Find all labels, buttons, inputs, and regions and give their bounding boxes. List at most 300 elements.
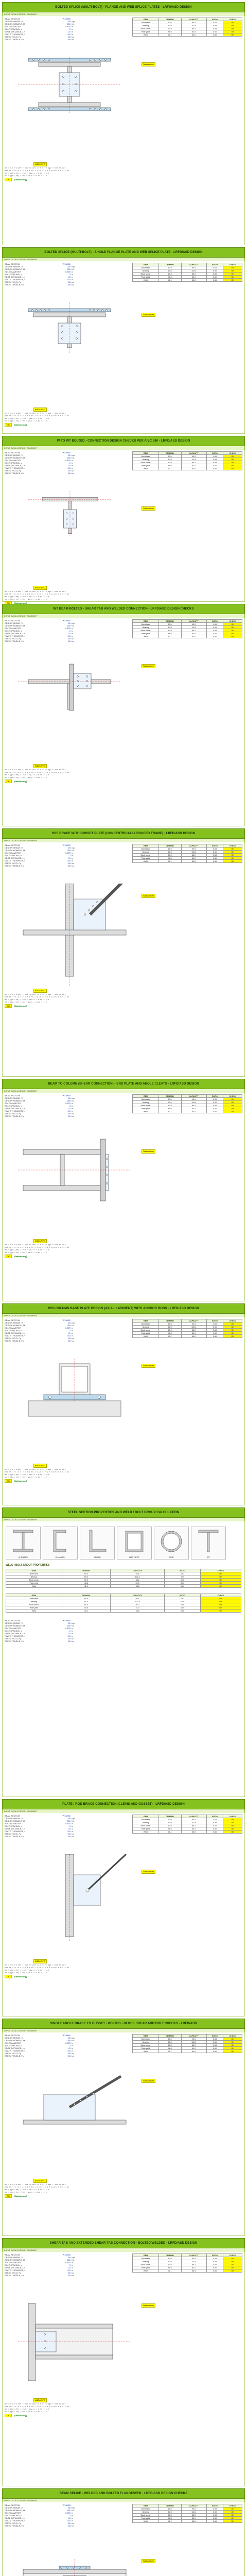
table-cell: Block shear (133, 629, 159, 632)
input-label: STEEL YIELD, Fy (5, 862, 21, 865)
check-result (5, 1255, 242, 1258)
input-value[interactable]: 0.875 (65, 1822, 70, 1825)
input-value[interactable]: W18X50 (62, 263, 70, 265)
input-unit: in (72, 1110, 74, 1112)
input-value[interactable]: 60 (68, 1097, 70, 1099)
table-cell: Bolt shear (6, 1597, 62, 1600)
input-row (5, 1340, 128, 1342)
input-value[interactable]: 0.5 (67, 635, 70, 637)
formula-line: phi Rn = 0.75 x 2.4 d t Fu = 0.75 x 2.4 x 0.875 x 0.5 x 65 (5, 2187, 69, 2189)
formula-line: phi Rn = 0.75 x 2.4 d t Fu = 0.75 x 2.4 x 0.875 x 0.5 x 65 (5, 594, 69, 596)
check-label: [Satisfactory] (13, 2414, 27, 2417)
formula-block (5, 2403, 242, 2417)
table-header-cell: CHECK (223, 2254, 242, 2257)
table-cell: Plate yield (133, 2047, 159, 2050)
input-label: DESIGN SHEAR, V (5, 265, 23, 268)
input-value[interactable]: 50 (68, 469, 70, 472)
input-value[interactable]: 65 (68, 2524, 70, 2527)
input-label: BOLT DIAMETER (5, 270, 21, 273)
table-cell: OK (223, 851, 242, 854)
formula-line: Mu / (phi Mn) = 250 / 312.4 = 0.80 < 1.0 (5, 596, 49, 598)
input-unit: in (72, 1830, 74, 1833)
satisfactory-tag: Satisfactory (142, 313, 155, 317)
section-header (2, 828, 245, 839)
input-value[interactable]: 0.5 (67, 33, 70, 36)
input-value[interactable]: 1.5 (67, 857, 70, 859)
input-value[interactable]: 250 (67, 849, 70, 852)
input-value[interactable]: 65 (68, 1640, 70, 1642)
table-cell: 60.0 (158, 2511, 181, 2514)
input-label: BOLT SPACING, s (5, 854, 22, 857)
input-value[interactable]: 65 (68, 283, 70, 286)
input-value[interactable]: 50 (68, 1337, 70, 1340)
input-unit: in (72, 1632, 74, 1635)
input-value[interactable]: 3 (69, 1630, 70, 1632)
input-value[interactable]: 3 (69, 28, 70, 30)
table-header-cell: DEMAND (158, 1815, 181, 1818)
section-header (2, 436, 245, 446)
check-label: [Satisfactory] (13, 1479, 27, 1482)
method-tag: ASD/LRFD (33, 989, 47, 993)
table-cell: Plate yield (133, 632, 159, 635)
check-result (5, 2414, 242, 2417)
input-value[interactable]: 0.5 (67, 1110, 70, 1112)
input-value[interactable]: 60 (68, 1817, 70, 1820)
table-cell: 88.2 (110, 1579, 165, 1582)
input-value[interactable]: 1.5 (67, 1107, 70, 1110)
table-cell: OK (223, 2514, 242, 2517)
table-cell: OK (201, 1600, 241, 1603)
input-value[interactable]: 3 (69, 2514, 70, 2517)
input-unit: ft-k (72, 456, 75, 459)
section-thumb (117, 1527, 152, 1560)
input-label: BOLT DIAMETER (5, 2042, 21, 2044)
input-value[interactable]: 50 (68, 1637, 70, 1640)
table-cell: 0.60 (206, 1107, 223, 1110)
input-unit: kips (72, 1097, 76, 1099)
input-value[interactable]: 3 (69, 2264, 70, 2266)
input-label: DESIGN MOMENT, M (5, 1099, 25, 1102)
input-value[interactable]: 250 (67, 23, 70, 25)
input-row (5, 1835, 128, 1838)
input-column (5, 619, 128, 642)
input-value[interactable]: 250 (67, 1099, 70, 1102)
table-cell: OK (223, 1821, 242, 1824)
connection-drawing (18, 302, 131, 405)
input-value[interactable]: 250 (67, 2509, 70, 2512)
input-value[interactable]: 3 (69, 1105, 70, 1107)
section-title: BEAM TO COLUMN (SHEAR CONNECTION) - END PLATE AND ANGLE CLEATS - LRFD/ASD DESIGN (48, 1082, 199, 1086)
section-title: BEAM SPLICE - WELDED AND BOLTED FLANGE/WEB - LRFD/ASD DESIGN CHECKS (59, 2492, 188, 2495)
formula-line: Mu / (phi Mn) = 250 / 312.4 = 0.80 < 1.0 (5, 1474, 49, 1476)
design-check-table (132, 18, 242, 37)
table-header-cell: CAPACITY (181, 1319, 206, 1323)
input-label: STEEL TENSILE, Fu (5, 2274, 24, 2277)
input-value[interactable]: 1.5 (67, 632, 70, 635)
table-cell: 60.0 (158, 1101, 181, 1104)
input-label: STEEL YIELD, Fy (5, 1637, 21, 1640)
design-check-table (132, 2034, 242, 2053)
section-thumb (6, 1527, 41, 1560)
table-cell: 0.68 (206, 1104, 223, 1107)
input-value[interactable]: 1.5 (67, 464, 70, 467)
input-unit: in (72, 1105, 74, 1107)
input-label: DESIGN MOMENT, M (5, 1624, 25, 1627)
input-value[interactable]: 60 (68, 1622, 70, 1624)
input-value[interactable]: 250 (67, 2039, 70, 2042)
formula-line: Rn = 0.6 Fu Anv + Ubs Fu Ant <= 0.6 Fy Agv + Ubs Fu Ant (5, 2184, 66, 2186)
input-label: BOLT SPACING, s (5, 28, 22, 30)
section-subtitle: INPUT DATA & DESIGN SUMMARY (2, 258, 245, 261)
formula-block (5, 769, 242, 783)
input-value[interactable]: 3 (69, 854, 70, 857)
input-label: EDGE DISTANCE, Le (5, 2266, 25, 2269)
input-label: STEEL YIELD, Fy (5, 2272, 21, 2274)
input-value[interactable]: W18X50 (62, 1319, 70, 1321)
input-value[interactable]: 65 (68, 1340, 70, 1342)
check-table-column (132, 2504, 242, 2523)
input-unit: ksi (72, 38, 74, 41)
input-unit: ksi (72, 640, 74, 642)
table-cell: 88.2 (181, 461, 206, 464)
input-label: DESIGN SHEAR, V (5, 454, 23, 456)
table-cell: OK (223, 1101, 242, 1104)
table-cell: 48.6 (158, 2266, 181, 2269)
input-value[interactable]: 3 (69, 630, 70, 632)
input-value[interactable]: 0.5 (67, 2049, 70, 2052)
table-cell: Block shear (133, 27, 159, 30)
table-cell: 81.0 (181, 2517, 206, 2520)
check-result (5, 423, 242, 426)
section-header (2, 2488, 245, 2499)
input-value[interactable]: 0.875 (65, 2512, 70, 2514)
table-cell: Bolt shear (133, 623, 159, 626)
table-cell: 60.0 (158, 2263, 181, 2266)
wt-beam-drawing-lines (18, 664, 121, 710)
input-value[interactable]: 60 (68, 622, 70, 624)
table-cell: 0.68 (206, 273, 223, 276)
input-value[interactable]: 0.875 (65, 1627, 70, 1630)
check-result (5, 2194, 242, 2197)
input-value[interactable]: 60 (68, 20, 70, 23)
table-cell: Plate yield (133, 1332, 159, 1335)
table-cell: 0.68 (206, 2044, 223, 2047)
input-unit: ksi (72, 862, 74, 865)
input-value[interactable]: 3 (69, 1329, 70, 1332)
table-cell: OK (201, 1575, 241, 1579)
table-cell: 60.0 (158, 455, 181, 458)
calc-sheet (2, 1317, 245, 1505)
input-value[interactable]: 1.5 (67, 1332, 70, 1334)
table-cell: 42.1 (158, 1335, 181, 1338)
formula-block (5, 2184, 242, 2197)
input-value[interactable]: 0.5 (67, 1635, 70, 1637)
table-cell: Weld (6, 1585, 62, 1588)
table-cell: 102.4 (110, 1600, 165, 1603)
input-unit: in (72, 1102, 74, 1105)
table-cell: 94.5 (181, 2257, 206, 2260)
table-cell: 60.0 (158, 1329, 181, 1332)
input-label: BEAM SECTION (5, 1815, 21, 1817)
input-value[interactable]: 250 (67, 624, 70, 627)
input-value[interactable]: 60 (68, 265, 70, 268)
input-value[interactable]: 65 (68, 2274, 70, 2277)
section-subtitle: INPUT DATA & DESIGN SUMMARY (2, 2499, 245, 2502)
table-cell: Bearing (133, 2511, 159, 2514)
input-value[interactable]: 250 (67, 268, 70, 270)
input-unit: kips (72, 1321, 76, 1324)
table-cell: Block shear (133, 273, 159, 276)
check-label: [Satisfactory] (13, 423, 27, 426)
input-value[interactable]: 50 (68, 862, 70, 865)
input-value[interactable]: 60 (68, 2256, 70, 2259)
input-unit: in (72, 25, 74, 28)
input-value[interactable]: 50 (68, 1833, 70, 1835)
check-label: [Satisfactory] (13, 1975, 27, 1978)
table-cell: 0.66 (206, 279, 223, 282)
table-cell: 42.1 (158, 635, 181, 638)
table-cell: Bolt shear (133, 2507, 159, 2511)
section-title: SINGLE ANGLE BRACE TO GUSSET - BOLTED - BLOCK SHEAR AND BOLT CHECKS - LRFD/ASD (50, 2022, 197, 2025)
table-cell: 42.1 (158, 860, 181, 863)
input-label: PLATE THICKNESS, t (5, 2049, 25, 2052)
input-value[interactable]: 65 (68, 865, 70, 867)
section-title: PLATE / ROD BRACE CONNECTION (CLEVIS AND GUSSET) - LRFD/ASD DESIGN (62, 1803, 185, 1806)
input-value[interactable]: W18X50 (62, 619, 70, 622)
table-cell: 81.0 (181, 276, 206, 279)
input-label: DESIGN MOMENT, M (5, 1820, 25, 1822)
ok-badge: OK (5, 779, 12, 783)
design-check-table (132, 619, 242, 638)
input-value[interactable]: 0.875 (65, 1327, 70, 1329)
table-cell: OK (223, 2517, 242, 2520)
input-value[interactable]: 1.5 (67, 30, 70, 33)
input-unit: in (72, 464, 74, 467)
table-cell: 63.6 (181, 33, 206, 37)
input-value[interactable]: 65 (68, 640, 70, 642)
table-cell: 0.68 (206, 629, 223, 632)
input-value[interactable]: 50 (68, 36, 70, 38)
table-cell: 60.0 (62, 1572, 110, 1575)
input-value[interactable]: W18X50 (62, 451, 70, 454)
table-cell: 42.1 (158, 2520, 181, 2523)
input-value[interactable]: 0.5 (67, 467, 70, 469)
table-cell: OK (223, 2260, 242, 2263)
section-subtitle: INPUT DATA & DESIGN SUMMARY (2, 1314, 245, 1317)
input-value[interactable]: 0.875 (65, 627, 70, 630)
input-value[interactable]: 50 (68, 2052, 70, 2055)
ok-badge: OK (5, 1975, 12, 1978)
input-value[interactable]: 50 (68, 637, 70, 640)
table-cell: 88.2 (181, 1104, 206, 1107)
input-unit: in (72, 1627, 74, 1630)
formula-line: Rn = 0.6 Fu Anv + Ubs Fu Ant <= 0.6 Fy Agv + Ubs Fu Ant (5, 591, 66, 593)
input-value[interactable]: 250 (67, 456, 70, 459)
section-subtitle: INPUT DATA & DESIGN SUMMARY (2, 1089, 245, 1093)
input-label: BOLT SPACING, s (5, 462, 22, 464)
table-cell: OK (223, 1104, 242, 1107)
input-label: EDGE DISTANCE, Le (5, 276, 25, 278)
input-value[interactable]: 1.5 (67, 2047, 70, 2049)
input-value[interactable]: W18X50 (62, 1815, 70, 1817)
input-value[interactable]: 0.875 (65, 459, 70, 462)
table-cell: Weld (133, 635, 159, 638)
design-check-table (132, 1815, 242, 1834)
input-unit: in (72, 462, 74, 464)
input-value[interactable]: W18X50 (62, 844, 70, 846)
input-value[interactable]: W18X50 (62, 1619, 70, 1622)
input-value[interactable]: 1.5 (67, 276, 70, 278)
input-value[interactable]: 0.875 (65, 25, 70, 28)
input-unit: ksi (72, 1835, 74, 1838)
input-value[interactable]: 0.875 (65, 2042, 70, 2044)
table-header-cell: CHECK (201, 1594, 241, 1597)
calc-sheet (2, 1813, 245, 2016)
table-cell: 0.59 (206, 1821, 223, 1824)
input-label: BEAM SECTION (5, 619, 21, 622)
method-tag: ASD/LRFD (33, 162, 47, 166)
input-value[interactable]: W18X50 (62, 1094, 70, 1097)
table-cell: OK (223, 2044, 242, 2047)
connection-drawing (18, 2544, 131, 2576)
input-label: BOLT SPACING, s (5, 1630, 22, 1632)
input-value[interactable]: 3 (69, 1825, 70, 1827)
input-value[interactable]: 65 (68, 1115, 70, 1117)
input-value[interactable]: 50 (68, 1112, 70, 1115)
input-unit: ksi (72, 283, 74, 286)
input-value[interactable]: 60 (68, 2037, 70, 2039)
table-cell: Weld (133, 1110, 159, 1113)
input-value[interactable]: 250 (67, 2259, 70, 2261)
calc-section-7 (2, 1303, 245, 1504)
table-cell: 60.0 (158, 623, 181, 626)
input-value[interactable]: 0.5 (67, 2519, 70, 2522)
input-value[interactable]: 0.5 (67, 278, 70, 281)
input-value[interactable]: W18X50 (62, 18, 70, 20)
input-label: STEEL TENSILE, Fu (5, 865, 24, 867)
input-unit: ksi (72, 472, 74, 474)
table-cell: 0.66 (206, 33, 223, 37)
input-value[interactable]: 0.875 (65, 270, 70, 273)
input-unit: in (72, 33, 74, 36)
input-value[interactable]: 65 (68, 1835, 70, 1838)
input-value[interactable]: 3 (69, 273, 70, 276)
calc-sheet (2, 618, 245, 826)
input-value[interactable]: 60 (68, 454, 70, 456)
input-value[interactable]: 60 (68, 2506, 70, 2509)
input-value[interactable]: 65 (68, 38, 70, 41)
input-label: STEEL TENSILE, Fu (5, 1640, 24, 1642)
input-value[interactable]: 50 (68, 2272, 70, 2274)
table-cell: 60.0 (158, 626, 181, 629)
table-row (133, 33, 242, 37)
input-value[interactable]: 0.5 (67, 1830, 70, 1833)
input-label: BEAM SECTION (5, 844, 21, 846)
input-value[interactable]: 50 (68, 2522, 70, 2524)
table-header-cell: CHECK (223, 1095, 242, 1098)
input-unit: in (72, 630, 74, 632)
table-header-cell: DEMAND (158, 2504, 181, 2507)
calc-section-4 (2, 601, 245, 825)
table-cell: Plate yield (6, 1582, 62, 1585)
check-table-column (132, 263, 242, 282)
input-value[interactable]: 0.875 (65, 852, 70, 854)
input-label: EDGE DISTANCE, Le (5, 30, 25, 33)
input-value[interactable]: 1.5 (67, 2517, 70, 2519)
check-label: [Satisfactory] (13, 1004, 27, 1007)
input-value[interactable]: 0.875 (65, 2261, 70, 2264)
input-value[interactable]: 250 (67, 1820, 70, 1822)
table-cell: 60.0 (158, 2257, 181, 2260)
table-header-cell: ITEM (133, 2254, 159, 2257)
input-value[interactable]: 65 (68, 472, 70, 474)
table-cell: 0.59 (206, 851, 223, 854)
input-row (5, 472, 128, 474)
input-value[interactable]: 0.5 (67, 859, 70, 862)
input-value[interactable]: 60 (68, 1321, 70, 1324)
table-cell: 81.0 (110, 1606, 165, 1609)
input-value[interactable]: 1.5 (67, 2266, 70, 2269)
ok-badge: OK (5, 1479, 12, 1483)
table-cell: 88.2 (181, 27, 206, 30)
table-cell: OK (223, 2266, 242, 2269)
input-label: BOLT SPACING, s (5, 1329, 22, 1332)
formula-line: phi Rn = 0.75 x 2.4 d t Fu = 0.75 x 2.4 x 0.875 x 0.5 x 65 (5, 772, 69, 774)
input-value[interactable]: 50 (68, 281, 70, 283)
group-title: WELD / BOLT GROUP PROPERTIES (6, 1564, 50, 1567)
input-value[interactable]: W18X50 (62, 2504, 70, 2506)
input-value[interactable]: 60 (68, 846, 70, 849)
table-cell: 102.4 (181, 1821, 206, 1824)
ok-badge: OK (5, 1004, 12, 1008)
input-value[interactable]: 0.5 (67, 1334, 70, 1337)
input-value[interactable]: 3 (69, 462, 70, 464)
input-value[interactable]: W18X50 (62, 2034, 70, 2037)
input-value[interactable]: 0.875 (65, 1102, 70, 1105)
input-value[interactable]: 65 (68, 2055, 70, 2057)
connection-drawing (18, 2293, 131, 2396)
input-value[interactable]: 0.5 (67, 2269, 70, 2272)
formula-block (5, 994, 242, 1007)
input-value[interactable]: W18X50 (62, 2253, 70, 2256)
table-cell: OK (223, 2050, 242, 2053)
input-unit: ksi (72, 1640, 74, 1642)
input-unit: in (72, 2512, 74, 2514)
table-cell: 60.0 (158, 273, 181, 276)
input-value[interactable]: 250 (67, 1624, 70, 1627)
input-value[interactable]: 250 (67, 1324, 70, 1327)
table-cell: OK (223, 626, 242, 629)
table-header-cell: RATIO (206, 452, 223, 455)
table-cell: 0.66 (206, 860, 223, 863)
input-value[interactable]: 1.5 (67, 1632, 70, 1635)
table-cell: Bearing (133, 458, 159, 461)
connection-drawing (18, 1359, 131, 1462)
input-label: BOLT DIAMETER (5, 25, 21, 28)
table-cell: 102.4 (181, 851, 206, 854)
table-header-cell: ITEM (133, 2035, 159, 2038)
section-title: STEEL SECTION PROPERTIES AND WELD / BOLT GROUP CALCULATION (67, 1511, 180, 1514)
table-cell: 94.5 (181, 2038, 206, 2041)
table-cell: OK (223, 33, 242, 37)
formula-block (5, 1964, 242, 1978)
input-value[interactable]: 1.5 (67, 1827, 70, 1830)
connection-drawing (18, 659, 131, 762)
table-cell: 0.63 (206, 1818, 223, 1821)
input-unit: kips (72, 2037, 76, 2039)
input-value[interactable]: 3 (69, 2044, 70, 2047)
table-cell: OK (223, 467, 242, 470)
